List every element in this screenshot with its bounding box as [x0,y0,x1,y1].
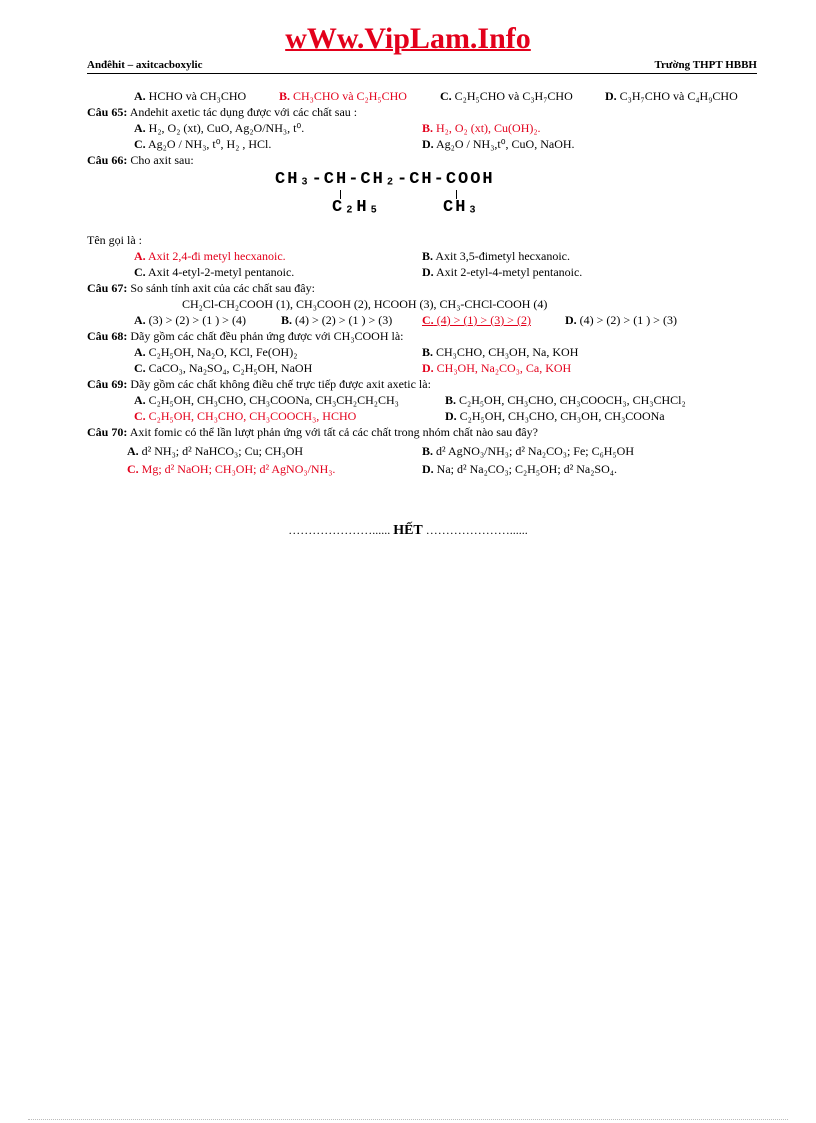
q66-option-c: C. Axit 4-etyl-2-metyl pentanoic. [134,265,295,279]
q67-option-a: A. (3) > (2) > (1 ) > (4) [134,313,246,327]
q66-options-row1 [87,248,767,264]
site-watermark: wWw.VipLam.Info [285,22,531,55]
question-list [87,88,767,477]
q66-option-b: B. Axit 3,5-đimetyl hecxanoic. [422,249,570,263]
q67-number: Câu 67: [87,281,128,295]
q67-text: So sánh tính axit của các chất sau đây: [130,281,315,295]
page-bottom-border [28,1119,788,1120]
q68-stem [87,328,767,344]
q69-option-c: C. C₂H₅OH, CH₃CHO, CH₃COOCH₃, HCHO [134,409,357,423]
q65-text: Andehit axetic tác dụng được với các chất sau : [129,105,358,119]
q70-option-d: D. Na; d² Na₂CO₃; C₂H₅OH; d² Na₂SO₄. [422,462,617,476]
q66-options-row2 [87,264,767,280]
q65-option-b: B. H₂, O₂ (xt), Cu(OH)₂. [422,121,541,135]
q70-text: Axit fomic có thể lần lượt phản ứng với tất cả các chất trong nhóm chất nào sau đây? [129,425,538,439]
q70-number: Câu 70: [87,425,128,439]
q66-option-a: A. Axit 2,4-đi metyl hecxanoic. [134,249,286,263]
q66-option-d: D. Axit 2-etyl-4-metyl pentanoic. [422,265,583,279]
q67-stem [87,280,767,296]
q65-options-row1 [87,120,767,136]
formula-branch-methyl: CH₃ [443,198,480,217]
q64-option-b: B. CH₃CHO và C₂H₅CHO [279,89,407,103]
q69-option-d: D. C₂H₅OH, CH₃CHO, CH₃OH, CH₃COONa [445,409,665,423]
q65-stem [87,104,767,120]
header-topic: Anđêhit – axitcacboxylic [87,59,203,71]
q70-options-row2 [87,461,767,477]
q68-text: Dãy gồm các chất đều phản ứng được với CH₃COOH là: [130,329,404,343]
q68-number: Câu 68: [87,329,128,343]
q66-number: Câu 66: [87,153,128,167]
q68-options-row2 [87,360,767,376]
q70-option-b: B. d² AgNO₃/NH₃; d² Na₂CO₃; Fe; C₆H₅OH [422,444,634,458]
q68-option-a: A. C₂H₅OH, Na₂O, KCl, Fe(OH)₂ [134,345,298,359]
q69-options-row2 [87,408,767,424]
q66-stem [87,152,767,168]
end-marker: …………………...... HẾT …………………...... [288,523,528,538]
q68-option-d: D. CH₃OH, Na₂CO₃, Ca, KOH [422,361,572,375]
formula-branch-ethyl: C₂H₅ [332,198,381,217]
q69-options-row1 [87,392,767,408]
q70-option-a: A. d² NH₃; d² NaHCO₃; Cu; CH₃OH [127,444,304,458]
end-label: HẾT [393,523,423,538]
q69-text: Dãy gồm các chất không điều chế trực tiếp được axit axetic là: [130,377,431,391]
structural-formula [87,168,767,232]
q69-option-a: A. C₂H₅OH, CH₃CHO, CH₃COONa, CH₃CH₂CH₂CH₃ [134,393,399,407]
q69-option-b: B. C₂H₅OH, CH₃CHO, CH₃COOCH₃, CH₃CHCl₂ [445,393,686,407]
q70-option-c: C. Mg; d² NaOH; CH₃OH; d² AgNO₃/NH₃. [127,462,336,476]
q65-number: Câu 65: [87,105,128,119]
q67-option-d: D. (4) > (2) > (1 ) > (3) [565,313,677,327]
q64-option-d: D. C₃H₇CHO và C₄H₉CHO [605,89,738,103]
q67-option-b: B. (4) > (2) > (1 ) > (3) [281,313,393,327]
q69-stem [87,376,767,392]
q64-option-a: A. HCHO và CH₃CHO [134,89,247,103]
q68-options-row1 [87,344,767,360]
q67-compounds: CH₂Cl-CH₂COOH (1), CH₃COOH (2), HCOOH (3), CH₃-CHCl-COOH (4) [182,297,548,311]
q65-option-a: A. H₂, O₂ (xt), CuO, Ag₂O/NH₃, t⁰. [134,121,305,135]
q66-name-prompt: Tên gọi là : [87,233,142,247]
q70-stem [87,424,767,440]
q65-options-row2 [87,136,767,152]
q65-option-c: C. Ag₂O / NH₃, t⁰, H₂ , HCl. [134,137,272,151]
q64-option-c: C. C₂H₅CHO và C₃H₇CHO [440,89,573,103]
formula-main-chain: CH₃-CH-CH₂-CH-COOH [275,170,495,189]
q68-option-c: C. CaCO₃, Na₂SO₄, C₂H₅OH, NaOH [134,361,313,375]
q68-option-b: B. CH₃CHO, CH₃OH, Na, KOH [422,345,579,359]
q67-options [87,312,767,328]
header-school: Trường THPT HBBH [654,59,757,71]
q64-options [87,88,767,104]
q66-text: Cho axit sau: [130,153,194,167]
q65-option-d: D. Ag₂O / NH₃,t⁰, CuO, NaOH. [422,137,575,151]
q70-options-row1 [87,443,767,459]
q67-option-c: C. (4) > (1) > (3) > (2) [422,313,531,327]
q69-number: Câu 69: [87,377,128,391]
page-header [87,59,757,74]
